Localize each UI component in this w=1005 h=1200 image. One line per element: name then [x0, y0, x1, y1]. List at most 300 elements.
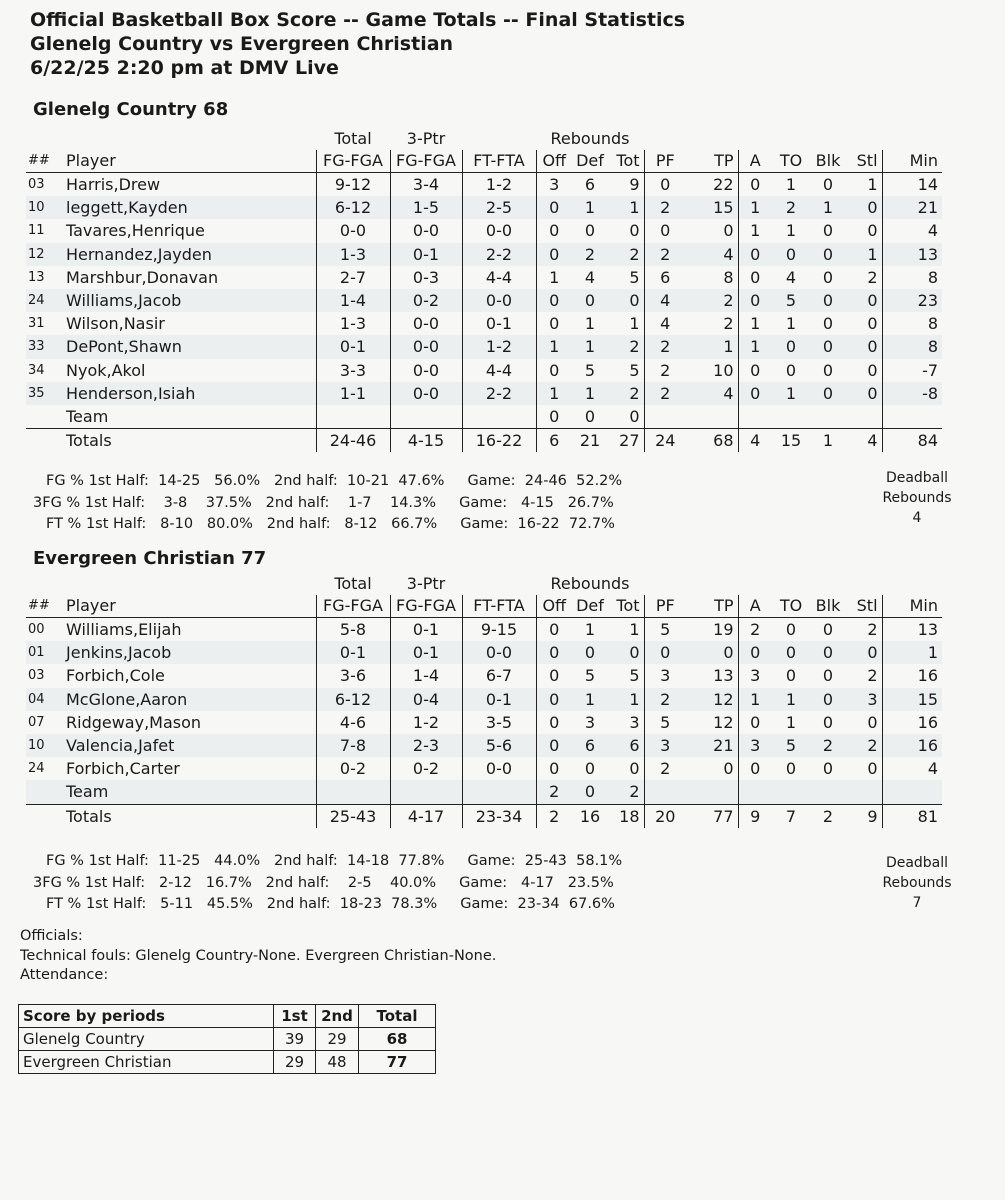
player-stl: 0: [846, 289, 882, 312]
team-1-title: Glenelg Country 68: [33, 99, 229, 120]
player-num: 10: [26, 734, 62, 757]
player-tot: 0: [629, 406, 640, 426]
player-tot: 2: [608, 335, 644, 358]
player-def: 1: [584, 314, 596, 334]
player-num: 35: [26, 382, 62, 405]
player-blk: 0: [810, 641, 846, 664]
column-header-tp: TP: [686, 595, 738, 618]
player-off: 0: [536, 688, 572, 711]
score-row: [19, 1051, 436, 1074]
rebounds-label: Rebounds: [882, 875, 952, 891]
player-min: 15: [882, 688, 942, 711]
player-row: [26, 266, 942, 289]
player-row: [26, 757, 942, 780]
header-blank: [772, 128, 810, 150]
player-to: 4: [785, 267, 797, 287]
score-2nd: 29: [316, 1028, 359, 1051]
player-off: 0: [536, 289, 572, 312]
header-rebounds: Rebounds: [550, 129, 630, 148]
player-name: leggett,Kayden: [62, 196, 316, 219]
player-fg: 6-12: [316, 196, 390, 219]
player-def: 0: [584, 406, 596, 426]
header-blank: [462, 573, 536, 595]
player-min: 8: [882, 312, 942, 335]
player-fg3: 0-1: [390, 641, 462, 664]
player-def: 1: [572, 196, 608, 219]
player-name: Jenkins,Jacob: [62, 641, 316, 664]
player-fg3: 0-1: [390, 243, 462, 266]
column-header-a: A: [738, 150, 772, 173]
player-tp: 0: [723, 221, 734, 241]
deadball-label: Deadball: [885, 855, 949, 871]
player-ft: 0-0: [462, 641, 536, 664]
player-a: 0: [738, 243, 772, 266]
team-2-ft-pct-line: FT % 1st Half: 5-11 45.5% 2nd half: 18-23 78.3% Game: 23-34 67.6%: [46, 896, 615, 912]
totals-fg: 25-43: [316, 804, 390, 828]
player-def: 1: [572, 335, 608, 358]
player-to: 0: [772, 243, 810, 266]
player-ft: 1-2: [462, 335, 536, 358]
player-a: [738, 780, 772, 804]
player-name: Hernandez,Jayden: [62, 243, 316, 266]
player-a: 1: [738, 196, 772, 219]
column-header-stl: Stl: [846, 595, 882, 618]
header-blank: [846, 573, 882, 595]
player-fg: [316, 405, 390, 429]
player-blk: 0: [822, 620, 834, 640]
player-row: [26, 335, 942, 358]
deadball-value: 4: [912, 510, 922, 526]
player-num: 10: [26, 196, 62, 219]
player-name: Nyok,Akol: [66, 360, 146, 380]
score-header-1st: 1st: [274, 1005, 316, 1028]
header-blank: [882, 128, 942, 150]
header-rebounds: Rebounds: [550, 574, 630, 593]
player-def: 0: [572, 289, 608, 312]
player-num: [26, 780, 62, 804]
totals-a: 9: [738, 804, 772, 828]
player-off: 0: [536, 243, 572, 266]
player-num: 31: [28, 316, 45, 332]
player-stl: 0: [867, 314, 878, 334]
player-blk: 2: [810, 734, 846, 757]
player-off: 0: [536, 664, 572, 687]
player-to: 1: [785, 712, 797, 732]
totals-a: 4: [738, 429, 772, 453]
totals-stl: 9: [846, 804, 882, 828]
player-fg3: 0-0: [390, 312, 462, 335]
score-2nd: 48: [316, 1051, 359, 1074]
player-tot: 2: [608, 780, 644, 804]
player-to: 5: [772, 289, 810, 312]
player-tot: 1: [629, 620, 640, 640]
column-header-ft: FT-FTA: [462, 595, 536, 618]
player-tot: 5: [629, 666, 640, 686]
totals-def: 16: [572, 804, 608, 828]
team-1-fg-pct-line: FG % 1st Half: 14-25 56.0% 2nd half: 10-21 47.6% Game: 24-46 52.2%: [46, 473, 623, 489]
totals-blk: 2: [810, 804, 846, 828]
player-num: 24: [26, 289, 62, 312]
player-pf: 0: [644, 173, 686, 197]
totals-tp: 68: [686, 429, 738, 453]
score-by-periods-table: [18, 1004, 436, 1074]
player-stl: 2: [867, 267, 878, 287]
player-row: [26, 359, 942, 382]
player-num: 00: [28, 622, 45, 638]
player-row: [26, 312, 942, 335]
player-fg: 6-12: [316, 688, 390, 711]
column-header-ft: FT-FTA: [462, 150, 536, 173]
player-blk: 0: [822, 175, 834, 195]
player-min: -8: [882, 382, 942, 405]
player-fg: 9-12: [316, 173, 390, 197]
player-a: 0: [738, 359, 772, 382]
player-num: 04: [26, 688, 62, 711]
player-a: 3: [738, 734, 772, 757]
score-header-label: Score by periods: [19, 1005, 274, 1028]
player-to: 5: [772, 734, 810, 757]
player-ft: 0-1: [462, 312, 536, 335]
player-tot: 0: [608, 289, 644, 312]
report-title: Official Basketball Box Score -- Game Totals -- Final Statistics: [30, 9, 686, 31]
player-blk: 0: [810, 243, 846, 266]
player-tot: 6: [608, 734, 644, 757]
player-pf: 2: [644, 335, 686, 358]
player-row: [26, 289, 942, 312]
player-a: 0: [738, 641, 772, 664]
player-min: [882, 405, 942, 429]
player-fg: 4-6: [316, 711, 390, 734]
player-fg3: 1-2: [390, 711, 462, 734]
player-a: 1: [738, 688, 772, 711]
player-blk: 0: [822, 360, 834, 380]
player-fg: 7-8: [316, 734, 390, 757]
player-fg: 1-1: [316, 382, 390, 405]
player-tp: 4: [686, 382, 738, 405]
totals-stl: 4: [846, 429, 882, 453]
player-tp: 2: [686, 289, 738, 312]
player-name: Williams,Jacob: [62, 289, 316, 312]
player-tp: 19: [713, 620, 734, 640]
header-blank: [62, 573, 316, 595]
player-def: 0: [584, 221, 596, 241]
column-header-off: Off: [536, 595, 572, 618]
player-def: 1: [572, 382, 608, 405]
player-fg: 0-1: [316, 641, 390, 664]
player-blk: 0: [810, 335, 846, 358]
column-header-min: Min: [882, 150, 942, 173]
column-header-a: A: [738, 595, 772, 618]
player-pf: 2: [644, 359, 686, 382]
player-fg: 1-4: [316, 289, 390, 312]
player-blk: 0: [822, 221, 834, 241]
score-header-total: Total: [359, 1005, 436, 1028]
totals-row: [26, 804, 942, 828]
player-ft: 0-0: [462, 757, 536, 780]
player-a: 0: [738, 711, 772, 734]
header-blank: [26, 128, 62, 150]
player-pf: [644, 780, 686, 804]
player-blk: 0: [810, 289, 846, 312]
player-ft: 3-5: [462, 711, 536, 734]
player-blk: 0: [822, 712, 834, 732]
deadball-label: Deadball: [885, 470, 949, 486]
player-to: 0: [772, 641, 810, 664]
player-fg: 3-6: [316, 664, 390, 687]
player-off: 0: [536, 196, 572, 219]
player-a: 2: [738, 618, 772, 642]
column-header-def: Def: [572, 595, 608, 618]
team-1-box-score: [26, 128, 942, 452]
player-min: 14: [882, 173, 942, 197]
player-blk: 1: [810, 196, 846, 219]
team-2-3fg-pct-line: 3FG % 1st Half: 2-12 16.7% 2nd half: 2-5 40.0% Game: 4-17 23.5%: [33, 875, 614, 891]
player-a: 0: [738, 382, 772, 405]
player-off: 0: [536, 618, 572, 642]
header-blank: [846, 128, 882, 150]
officials-note: Officials:: [20, 928, 83, 944]
player-tot: 1: [608, 688, 644, 711]
totals-def: 21: [572, 429, 608, 453]
player-tot: 0: [629, 759, 640, 779]
player-to: 1: [785, 314, 797, 334]
player-stl: 0: [867, 759, 878, 779]
column-header-tot: Tot: [608, 595, 644, 618]
header-blank: [644, 573, 686, 595]
player-row: [26, 711, 942, 734]
column-header-blk: Blk: [810, 150, 846, 173]
player-row: [26, 688, 942, 711]
player-num: 33: [26, 335, 62, 358]
rebounds-label: Rebounds: [882, 490, 952, 506]
player-stl: 0: [867, 360, 878, 380]
player-num: 01: [26, 641, 62, 664]
header-total: Total: [334, 129, 372, 148]
player-tp: 13: [713, 666, 734, 686]
column-header-num: ##: [26, 150, 62, 173]
player-min: 23: [882, 289, 942, 312]
player-tot: 5: [629, 360, 640, 380]
header-3ptr: 3-Ptr: [406, 129, 446, 148]
totals-tot: 27: [608, 429, 644, 453]
player-pf: 0: [644, 219, 686, 242]
player-fg3: [390, 780, 462, 804]
totals-off: 6: [536, 429, 572, 453]
player-num: [26, 405, 62, 429]
player-min: 16: [882, 664, 942, 687]
attendance-note: Attendance:: [20, 967, 109, 983]
player-stl: 0: [846, 641, 882, 664]
player-tot: 0: [608, 641, 644, 664]
player-to: 1: [772, 688, 810, 711]
header-blank: [772, 573, 810, 595]
player-fg3: 2-3: [390, 734, 462, 757]
player-fg3: 3-4: [390, 173, 462, 197]
player-tot: 3: [629, 712, 640, 732]
player-off: 1: [536, 335, 572, 358]
totals-name: Totals: [62, 804, 316, 828]
player-fg3: 0-0: [390, 382, 462, 405]
player-row: [26, 780, 942, 804]
player-ft: 2-2: [462, 243, 536, 266]
header-column-row: [26, 595, 942, 618]
deadball-value: 7: [912, 895, 922, 911]
header-blank: [26, 573, 62, 595]
player-min: [882, 780, 942, 804]
totals-fg3: 4-17: [390, 804, 462, 828]
player-to: 0: [785, 360, 797, 380]
player-tp: 12: [713, 712, 734, 732]
totals-ft: 23-34: [462, 804, 536, 828]
column-header-off: Off: [536, 150, 572, 173]
player-tp: 1: [686, 335, 738, 358]
player-min: -7: [882, 359, 942, 382]
totals-ft: 16-22: [462, 429, 536, 453]
totals-to: 15: [772, 429, 810, 453]
player-tot: 9: [629, 175, 640, 195]
player-row: [26, 196, 942, 219]
player-tot: 1: [608, 196, 644, 219]
totals-num: [26, 429, 62, 453]
player-to: [772, 780, 810, 804]
player-fg: 0-1: [316, 335, 390, 358]
column-header-blk: Blk: [810, 595, 846, 618]
player-ft: 0-0: [462, 219, 536, 242]
score-header-2nd: 2nd: [316, 1005, 359, 1028]
player-stl: 0: [867, 221, 878, 241]
player-min: 13: [882, 243, 942, 266]
player-row: [26, 664, 942, 687]
player-pf: 2: [644, 196, 686, 219]
header-total: Total: [334, 574, 372, 593]
team-2-box-score: [26, 573, 942, 828]
player-num: 34: [28, 362, 45, 378]
column-header-fg: FG-FGA: [316, 595, 390, 618]
player-ft: 0-1: [462, 688, 536, 711]
score-1st: 39: [274, 1028, 316, 1051]
player-num: 12: [26, 243, 62, 266]
player-to: 2: [772, 196, 810, 219]
player-off: 0: [536, 757, 572, 780]
player-def: 1: [572, 688, 608, 711]
player-name: Wilson,Nasir: [66, 314, 165, 334]
player-num: 13: [28, 269, 45, 285]
player-min: 21: [882, 196, 942, 219]
header-blank: [462, 128, 536, 150]
player-name: Harris,Drew: [66, 175, 161, 195]
player-ft: 0-0: [462, 289, 536, 312]
column-header-pf: PF: [644, 595, 686, 618]
player-num: 24: [28, 761, 45, 777]
player-row: [26, 405, 942, 429]
totals-name: Totals: [62, 429, 316, 453]
team-2-deadball-rebounds: [872, 853, 962, 913]
column-header-to: TO: [772, 595, 810, 618]
player-row: [26, 734, 942, 757]
player-to: 1: [772, 382, 810, 405]
player-fg3: 0-4: [390, 688, 462, 711]
player-fg: 1-3: [316, 312, 390, 335]
totals-blk: 1: [810, 429, 846, 453]
player-tot: 0: [629, 221, 640, 241]
player-tp: [686, 405, 738, 429]
player-name: Henderson,Isiah: [62, 382, 316, 405]
header-group-row: [26, 128, 942, 150]
player-stl: [846, 405, 882, 429]
score-row: [19, 1028, 436, 1051]
player-fg3: 1-5: [390, 196, 462, 219]
header-blank: [810, 128, 846, 150]
player-off: 2: [536, 780, 572, 804]
column-header-fg3: FG-FGA: [390, 595, 462, 618]
team-1-deadball-rebounds: [872, 468, 962, 528]
team-2-title: Evergreen Christian 77: [33, 548, 267, 569]
player-stl: [846, 780, 882, 804]
player-a: 0: [738, 173, 772, 197]
player-to: 1: [785, 221, 797, 241]
player-off: 0: [536, 405, 572, 429]
player-fg3: 0-2: [390, 289, 462, 312]
column-header-name: Player: [62, 150, 316, 173]
player-row: [26, 243, 942, 266]
player-fg3: 0-3: [390, 266, 462, 289]
player-min: 13: [882, 618, 942, 642]
player-name: Tavares,Henrique: [66, 221, 205, 241]
player-ft: 6-7: [462, 664, 536, 687]
player-stl: 0: [846, 382, 882, 405]
player-name: Ridgeway,Mason: [66, 712, 202, 732]
player-pf: 2: [644, 688, 686, 711]
player-blk: 0: [810, 382, 846, 405]
player-off: 1: [536, 266, 572, 289]
column-header-stl: Stl: [846, 150, 882, 173]
player-min: 4: [882, 757, 942, 780]
player-stl: 1: [867, 175, 878, 195]
player-pf: 6: [644, 266, 686, 289]
player-min: 8: [882, 266, 942, 289]
player-a: 1: [738, 312, 772, 335]
player-def: 1: [584, 620, 596, 640]
player-pf: 0: [644, 641, 686, 664]
player-ft: 4-4: [462, 266, 536, 289]
player-ft: 1-2: [462, 173, 536, 197]
player-tot: 1: [629, 314, 640, 334]
player-fg: 2-7: [316, 266, 390, 289]
column-header-to: TO: [772, 150, 810, 173]
player-tot: 2: [608, 243, 644, 266]
game-date-venue: 6/22/25 2:20 pm at DMV Live: [30, 57, 339, 79]
team-1-ft-pct-line: FT % 1st Half: 8-10 80.0% 2nd half: 8-12 66.7% Game: 16-22 72.7%: [46, 516, 615, 532]
player-def: 5: [584, 360, 596, 380]
player-pf: 2: [644, 382, 686, 405]
player-stl: 2: [867, 620, 878, 640]
player-pf: 3: [644, 734, 686, 757]
player-row: [26, 219, 942, 242]
player-blk: 0: [822, 666, 834, 686]
player-off: 0: [536, 359, 572, 382]
player-row: [26, 173, 942, 197]
column-header-tp: TP: [686, 150, 738, 173]
player-ft: 5-6: [462, 734, 536, 757]
player-fg3: 1-4: [390, 664, 462, 687]
player-pf: 2: [644, 757, 686, 780]
player-pf: 5: [644, 711, 686, 734]
player-name: Forbich,Carter: [66, 759, 180, 779]
player-fg3: 0-0: [390, 219, 462, 242]
player-def: 6: [572, 734, 608, 757]
player-fg3: 0-2: [390, 757, 462, 780]
header-group-row: [26, 573, 942, 595]
